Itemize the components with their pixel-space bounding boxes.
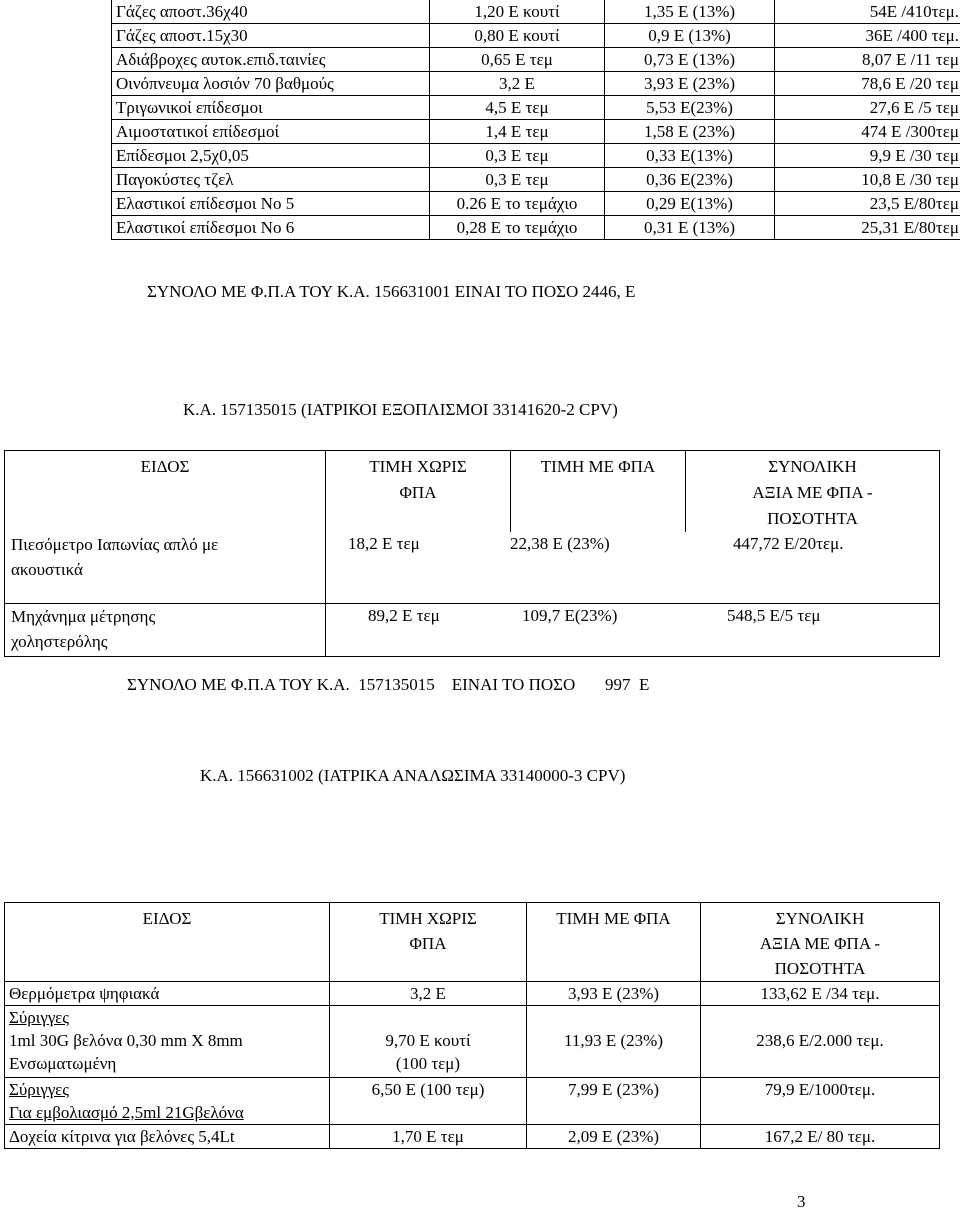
table1-cell-item: Τριγωνικοί επίδεσμοι [112,96,430,120]
table1-cell-price-vat: 5,53 Ε(23%) [605,96,775,120]
header3-item: ΕΙΔΟΣ [5,903,330,982]
cons-row3-item: Σύριγγες Για εμβολιασμό 2,5ml 21Gβελόνα [5,1078,330,1125]
table1-cell-total: 474 Ε /300τεμ [775,120,960,144]
equip-row2-item: Μηχάνημα μέτρησης χοληστερόλης [5,603,326,656]
equip-row2-total: 548,5 Ε/5 τεμ [727,605,821,625]
table1-cell-total: 78,6 Ε /20 τεμ [775,72,960,96]
table1-cell-item: Επίδεσμοι 2,5χ0,05 [112,144,430,168]
table1-cell-price-vat: 1,58 Ε (23%) [605,120,775,144]
cons-row3-price: 6,50 Ε (100 τεμ) [330,1078,527,1125]
cons-row3-total: 79,9 Ε/1000τεμ. [701,1078,940,1125]
table1-cell-price-vat: 0,29 Ε(13%) [605,192,775,216]
header-item: ΕΙΔΟΣ [5,451,326,533]
table1-cell-price-vat: 0,31 Ε (13%) [605,216,775,240]
header3-total: ΣΥΝΟΛΙΚΗ ΑΞΙΑ ΜΕ ΦΠΑ - ΠΟΣΟΤΗΤΑ [701,903,940,982]
cons-row1-total: 133,62 Ε /34 τεμ. [701,982,940,1006]
section2-heading: Κ.Α. 157135015 (ΙΑΤΡΙΚΟΙ ΕΞΟΠΛΙΣΜΟΙ 33141620-2 CPV) [183,400,618,419]
table1-cell-item: Ελαστικοί επίδεσμοι Νο 6 [112,216,430,240]
table1-cell-price: 1,20 Ε κουτί [430,0,605,24]
table1-cell-price: 0,65 Ε τεμ [430,48,605,72]
table1-cell-item: Ελαστικοί επίδεσμοι Νο 5 [112,192,430,216]
table1-cell-price: 0,3 Ε τεμ [430,144,605,168]
header-price: ΤΙΜΗ ΧΩΡΙΣ ΦΠΑ [326,451,511,533]
table1-cell-price: 3,2 Ε [430,72,605,96]
header-price-vat: ΤΙΜΗ ΜΕ ΦΠΑ [511,451,686,533]
table1-cell-item: Οινόπνευμα λοσιόν 70 βαθμούς [112,72,430,96]
cons-row2-price-vat: 11,93 Ε (23%) [527,1006,701,1078]
total-2: ΣΥΝΟΛΟ ΜΕ Φ.Π.Α ΤΟΥ Κ.Α. 157135015 ΕΙΝΑΙ ΤΟ ΠΟΣΟ 997 Ε [127,675,650,694]
equip-row1-item: Πιεσόμετρο Ιαπωνίας απλό με ακουστικά [5,532,326,603]
equip-row2-price-vat: 109,7 Ε(23%) [522,605,618,625]
equip-row1-total: 447,72 Ε/20τεμ. [733,534,844,553]
table1-cell-total: 25,31 Ε/80τεμ [775,216,960,240]
table1-cell-price-vat: 3,93 Ε (23%) [605,72,775,96]
table1-cell-price: 0,28 Ε το τεμάχιο [430,216,605,240]
cons-row4-item: Δοχεία κίτρινα για βελόνες 5,4Lt [5,1125,330,1149]
table1-cell-price: 0,80 Ε κουτί [430,24,605,48]
table1-cell-item: Παγοκύστες τζελ [112,168,430,192]
table1-cell-price: 4,5 Ε τεμ [430,96,605,120]
table1-cell-price: 0,3 Ε τεμ [430,168,605,192]
table1-cell-item: Γάζες αποστ.15χ30 [112,24,430,48]
table1-cell-price: 1,4 Ε τεμ [430,120,605,144]
consumables-table [4,902,940,1149]
table1-row [112,144,960,168]
table1-cell-total: 9,9 Ε /30 τεμ [775,144,960,168]
equip-row1-price: 18,2 Ε τεμ [348,534,420,553]
table1-cell-item: Γάζες αποστ.36χ40 [112,0,430,24]
table1-row [112,48,960,72]
table1-row [112,120,960,144]
table1-row [112,72,960,96]
cons-row4-total: 167,2 Ε/ 80 τεμ. [701,1125,940,1149]
table1-cell-price-vat: 0,73 Ε (13%) [605,48,775,72]
cons-row1-price-vat: 3,93 Ε (23%) [527,982,701,1006]
header-total: ΣΥΝΟΛΙΚΗ ΑΞΙΑ ΜΕ ΦΠΑ - ΠΟΣΟΤΗΤΑ [686,451,940,533]
table1-row [112,96,960,120]
cons-row3-price-vat: 7,99 Ε (23%) [527,1078,701,1125]
table1-cell-price-vat: 0,33 Ε(13%) [605,144,775,168]
cons-row1-item: Θερμόμετρα ψηφιακά [5,982,330,1006]
table1-cell-total: 54Ε /410τεμ. [775,0,960,24]
table1-cell-item: Αδιάβροχες αυτοκ.επιδ.ταινίες [112,48,430,72]
table1-cell-total: 8,07 Ε /11 τεμ [775,48,960,72]
table1-row [112,0,960,24]
table1-cell-price-vat: 0,9 Ε (13%) [605,24,775,48]
table1-cell-price: 0.26 Ε το τεμάχιο [430,192,605,216]
supplies-table-1 [111,0,960,240]
total-1: ΣΥΝΟΛΟ ΜΕ Φ.Π.Α ΤΟΥ Κ.Α. 156631001 ΕΙΝΑΙ ΤΟ ΠΟΣΟ 2446, Ε [147,282,636,301]
equip-row2-values [326,603,940,656]
page-number: 3 [797,1192,806,1211]
cons-row2-item: Σύριγγες 1ml 30G βελόνα 0,30 mm X 8mm Ενσωματωμένη [5,1006,330,1078]
table1-row [112,24,960,48]
table1-cell-total: 27,6 Ε /5 τεμ [775,96,960,120]
equip-row2-price: 89,2 Ε τεμ [368,605,440,625]
table1-cell-item: Αιμοστατικοί επίδεσμοί [112,120,430,144]
header3-price: ΤΙΜΗ ΧΩΡΙΣ ΦΠΑ [330,903,527,982]
header3-price-vat: ΤΙΜΗ ΜΕ ΦΠΑ [527,903,701,982]
cons-row4-price: 1,70 Ε τεμ [330,1125,527,1149]
table1-cell-total: 10,8 Ε /30 τεμ [775,168,960,192]
cons-row1-price: 3,2 Ε [330,982,527,1006]
cons-row4-price-vat: 2,09 Ε (23%) [527,1125,701,1149]
equip-row1-values [326,532,940,603]
table1-cell-total: 36Ε /400 τεμ. [775,24,960,48]
table1-cell-price-vat: 1,35 Ε (13%) [605,0,775,24]
table1-row [112,192,960,216]
table1-cell-price-vat: 0,36 Ε(23%) [605,168,775,192]
cons-row2-price: 9,70 Ε κουτί (100 τεμ) [330,1006,527,1078]
cons-row2-total: 238,6 Ε/2.000 τεμ. [701,1006,940,1078]
equip-row1-price-vat: 22,38 Ε (23%) [510,534,610,553]
equipment-table [4,450,940,657]
section3-heading: Κ.Α. 156631002 (ΙΑΤΡΙΚΑ ΑΝΑΛΩΣΙΜΑ 33140000-3 CPV) [200,766,626,785]
table1-row [112,216,960,240]
table1-row [112,168,960,192]
table1-cell-total: 23,5 Ε/80τεμ [775,192,960,216]
